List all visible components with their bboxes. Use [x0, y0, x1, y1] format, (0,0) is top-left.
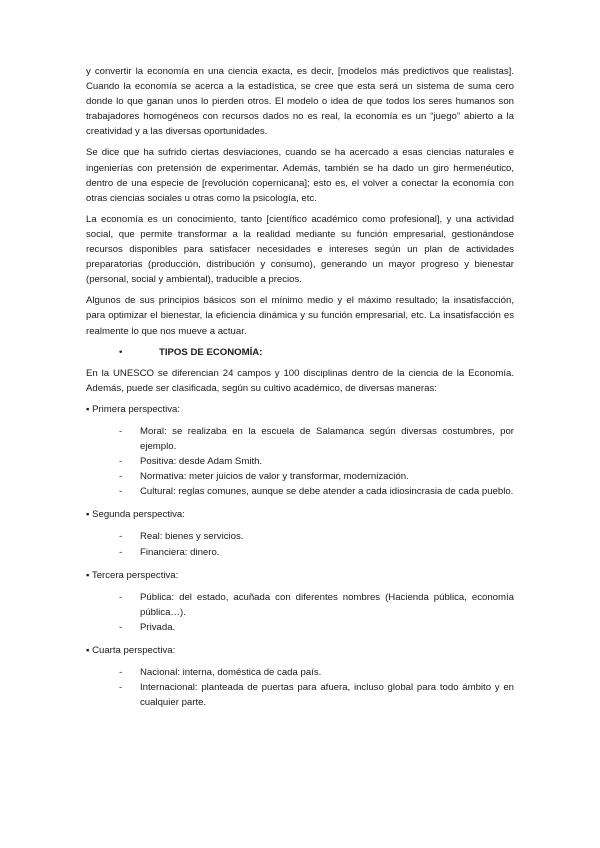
- perspective-list: [86, 529, 514, 559]
- dash-icon: -: [119, 546, 123, 558]
- perspective-heading: [86, 402, 514, 417]
- list-item: [86, 424, 514, 454]
- list-item-text: Normativa: meter juicios de valor y transformar, modernización.: [140, 471, 409, 483]
- perspective-title: Tercera perspectiva:: [91, 569, 179, 581]
- perspective-list: [86, 424, 514, 499]
- dash-icon: -: [119, 531, 123, 543]
- dash-icon: -: [119, 591, 123, 603]
- list-item-text: Privada.: [140, 621, 176, 633]
- perspective-list: [86, 665, 514, 710]
- heading-text: TIPOS DE ECONOMÍA:: [159, 346, 263, 358]
- section-heading: [86, 345, 514, 360]
- perspective-list: [86, 590, 514, 635]
- document-page: [86, 64, 514, 718]
- dash-icon: -: [119, 425, 123, 437]
- list-item: [86, 680, 514, 710]
- dash-icon: -: [119, 667, 123, 679]
- perspective-title: Segunda perspectiva:: [92, 509, 185, 521]
- list-item: [86, 590, 514, 620]
- bullet-icon: •: [119, 346, 123, 358]
- square-bullet-icon: ▪: [86, 645, 90, 656]
- dash-icon: -: [119, 621, 123, 633]
- perspective-heading: [86, 643, 514, 658]
- list-item: [86, 484, 514, 499]
- list-item: [86, 529, 514, 544]
- list-item: [86, 545, 514, 560]
- list-item-text: Cultural: reglas comunes, aunque se debe atender a cada idiosincrasia de cada pueblo.: [140, 486, 514, 498]
- list-item-text: Real: bienes y servicios.: [140, 531, 244, 543]
- dash-icon: -: [119, 682, 123, 694]
- square-bullet-icon: ▪: [86, 509, 90, 521]
- paragraph: Algunos de sus principios básicos son el mínimo medio y el máximo resultado; la insatisfacción, para optimizar el bienestar, la eficiencia dinámica y su función empresarial, etc. La insatisfacción es realmente lo que nos mueve a actuar.: [86, 295, 514, 337]
- list-item-text: Nacional: interna, doméstica de cada país.: [140, 667, 322, 679]
- paragraph: Se dice que ha sufrido ciertas desviaciones, cuando se ha acercado a esas ciencias naturales e ingenierías con pretensión de experimentar. Además, también se ha dado un giro hermenéutico, dentro de una especie de [revolución copernicana]; esto es, el volver a conectar la economía con otras ciencias sociales u otras como la psicología, etc.: [86, 147, 514, 204]
- list-item: [86, 665, 514, 680]
- list-item-text: Positiva: desde Adam Smith.: [140, 456, 263, 468]
- list-item: [86, 469, 514, 484]
- paragraph: y convertir la economía en una ciencia exacta, es decir, [modelos más predictivos que realistas]. Cuando la economía se acerca a la estadística, se cree que esta será un sistema de suma cero donde lo que ganan unos lo pierden otros. El modelo o idea de que todos los seres humanos son trabajadores homogéneos con recursos dados no es real, la economía es un “juego” abierto a la creatividad y a las diversas oportunidades.: [86, 66, 514, 138]
- list-item: [86, 454, 514, 469]
- perspective-heading: [86, 507, 514, 522]
- perspective-title: Primera perspectiva:: [92, 403, 181, 415]
- perspective-title: Cuarta perspectiva:: [92, 645, 176, 656]
- list-item-text: Moral: se realizaba en la escuela de Salamanca según diversas costumbres, por ejemplo.: [140, 425, 514, 452]
- list-item-text: Internacional: planteada de puertas para afuera, incluso global para todo ámbito y en cualquier parte.: [140, 682, 514, 709]
- list-item-text: Pública: del estado, acuñada con diferentes nombres (Hacienda pública, economía pública…).: [140, 591, 514, 618]
- square-bullet-icon: ▪: [86, 569, 90, 581]
- list-item-text: Financiera: dinero.: [140, 546, 220, 558]
- list-item: [86, 620, 514, 635]
- dash-icon: -: [119, 471, 123, 483]
- paragraph: La economía es un conocimiento, tanto [científico académico como profesional], y una actividad social, que permite transformar a la realidad mediante su función empresarial, gestionándose recursos disponibles para satisfacer necesidades e intereses según un plan de actividades preparatorias (producción, distribución y consumo), generando un mayor progreso y bienestar (personal, social y ambiental), traducible a precios.: [86, 213, 514, 286]
- dash-icon: -: [119, 456, 123, 468]
- intro-paragraph: En la UNESCO se diferencian 24 campos y 100 disciplinas dentro de la ciencia de la Economía. Además, puede ser clasificada, según su cultivo académico, de diversas maneras:: [86, 367, 514, 394]
- perspective-heading: [86, 568, 514, 583]
- dash-icon: -: [119, 486, 123, 498]
- square-bullet-icon: ▪: [86, 403, 90, 415]
